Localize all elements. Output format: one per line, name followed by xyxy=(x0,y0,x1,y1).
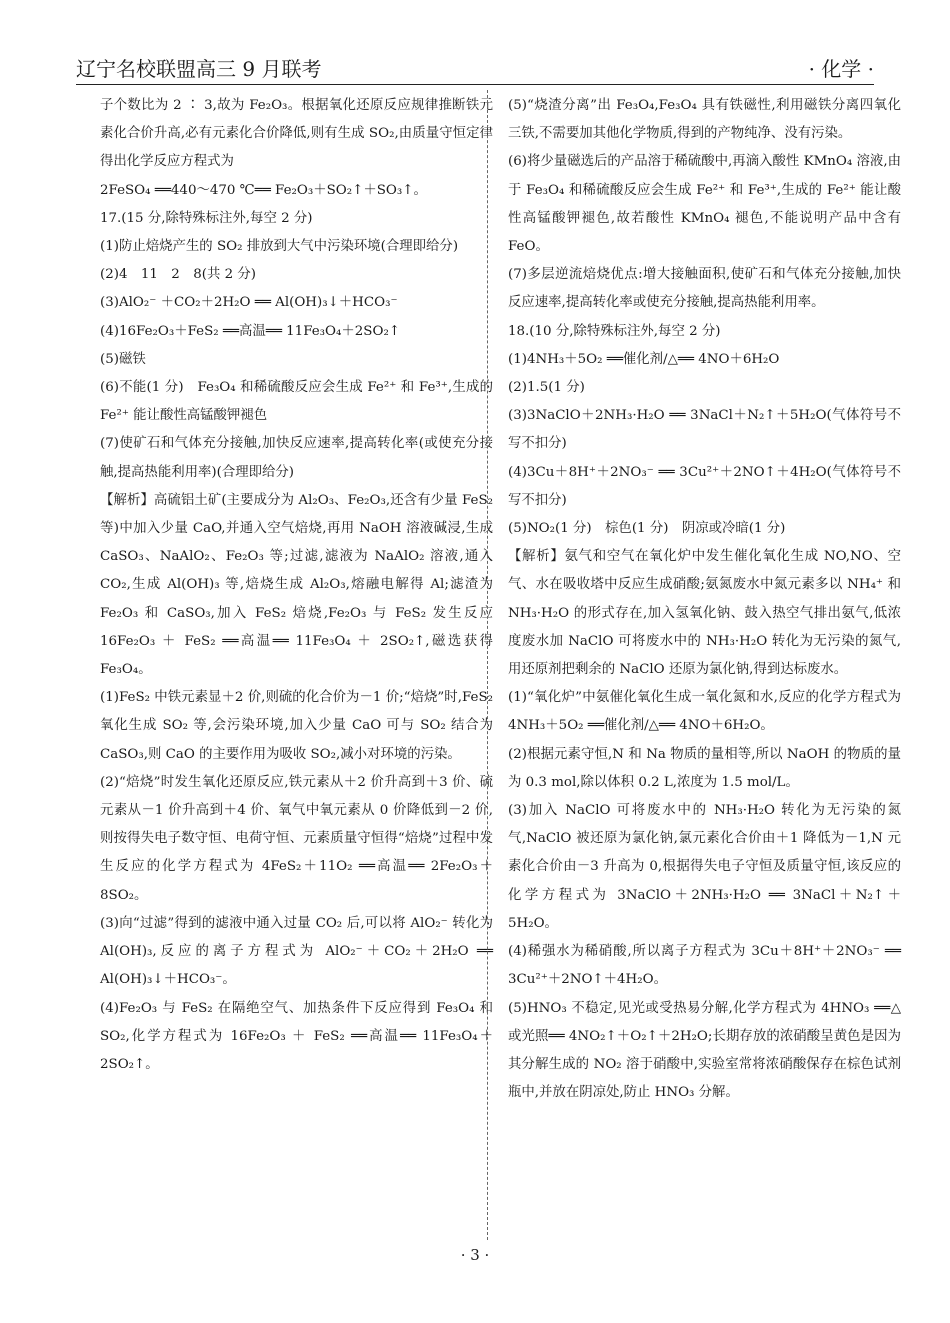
answer-item: (4)16Fe₂O₃＋FeS₂ ══高温══ 11Fe₃O₄＋2SO₂↑ xyxy=(100,323,401,339)
analysis-item: (6)将少量磁选后的产品溶于稀硫酸中,再滴入酸性 KMnO₄ 溶液,由于 Fe₃O₄ 和稀硫酸反应会生成 Fe²⁺ 和 Fe³⁺,生成的 Fe²⁺ 能让酸性高锰酸钾褪色,故若酸性 KMnO₄ 褪色,不能说明产品中含有 FeO。 xyxy=(508,154,901,255)
answer-item: (4)3Cu＋8H⁺＋2NO₃⁻ ══ 3Cu²⁺＋2NO↑＋4H₂O(气体符号不写不扣分) xyxy=(508,464,901,508)
analysis-item: (5)HNO₃ 不稳定,见光或受热易分解,化学方程式为 4HNO₃ ══△或光照══ 4NO₂↑＋O₂↑＋2H₂O;长期存放的浓硝酸呈黄色是因为其分解生成的 NO₂ 溶于硝酸中,实验室常将浓硝酸保存在棕色试剂瓶中,并放在阴凉处,防止 HNO₃ 分解。 xyxy=(508,1000,901,1101)
answer-item: (3)3NaClO＋2NH₃·H₂O ══ 3NaCl＋N₂↑＋5H₂O(气体符号不写不扣分) xyxy=(508,408,901,452)
header-subject: · 化学 · xyxy=(808,57,874,81)
answer-item: (2)4 11 2 8(共 2 分) xyxy=(100,267,256,283)
analysis-item: (4)Fe₂O₃ 与 FeS₂ 在隔绝空气、加热条件下反应得到 Fe₃O₄ 和 SO₂,化学方程式为 16Fe₂O₃ ＋ FeS₂ ══高温══ 11Fe₃O₄＋2SO₂↑。 xyxy=(100,1000,493,1072)
answer-item: (1)4NH₃＋5O₂ ══催化剂/△══ 4NO＋6H₂O xyxy=(508,351,780,367)
left-column xyxy=(100,92,493,1079)
column-divider xyxy=(487,90,488,1240)
analysis-paragraph: 【解析】高硫铝土矿(主要成分为 Al₂O₃、Fe₂O₃,还含有少量 FeS₂ 等)中加入少量 CaO,并通入空气焙烧,再用 NaOH 溶液碱浸,生成 CaSO₃、NaAlO₂、Fe₂O₃ 等;过滤,滤液为 NaAlO₂ 溶液,通入 CO₂,生成 Al(OH)₃ 等,焙烧生成 Al₂O₃,熔融电解得 Al;滤渣为 Fe₂O₃ 和 CaSO₃,加入 FeS₂ 焙烧,Fe₂O₃ 与 FeS₂ 发生反应 16Fe₂O₃ ＋ FeS₂ ══高温══ 11Fe₃O₄ ＋ 2SO₂↑,磁选获得 Fe₃O₄。 xyxy=(100,492,493,678)
analysis-item: (3)向“过滤”得到的滤液中通入过量 CO₂ 后,可以将 AlO₂⁻ 转化为 Al(OH)₃,反应的离子方程式为 AlO₂⁻＋CO₂＋2H₂O ══ Al(OH)₃↓＋HCO₃⁻。 xyxy=(100,915,493,988)
right-column xyxy=(508,92,901,1107)
analysis-item: (1)FeS₂ 中铁元素显＋2 价,则硫的化合价为－1 价;“焙烧”时,FeS₂ 氧化生成 SO₂ 等,会污染环境,加入少量 CaO 可与 SO₂ 结合为 CaSO₃,则 CaO 的主要作用为吸收 SO₂,减小对环境的污染。 xyxy=(100,690,493,762)
analysis-item: (4)稀强水为稀硝酸,所以离子方程式为 3Cu＋8H⁺＋2NO₃⁻ ══ 3Cu²⁺＋2NO↑＋4H₂O。 xyxy=(508,944,901,988)
header-rule xyxy=(76,84,874,85)
analysis-item: (7)多层逆流焙烧优点:增大接触面积,使矿石和气体充分接触,加快反应速率,提高转化率或使充分接触,提高热能利用率。 xyxy=(508,267,901,311)
question-heading: 18.(10 分,除特殊标注外,每空 2 分) xyxy=(508,323,721,339)
question-heading: 17.(15 分,除特殊标注外,每空 2 分) xyxy=(100,210,313,226)
analysis-item: (5)“烧渣分离”出 Fe₃O₄,Fe₃O₄ 具有铁磁性,利用磁铁分离四氧化三铁,不需要加其他化学物质,得到的产物纯净、没有污染。 xyxy=(508,98,901,142)
analysis-item: (2)“焙烧”时发生氧化还原反应,铁元素从＋2 价升高到＋3 价、硫元素从－1 价升高到＋4 价、氧气中氧元素从 0 价降低到－2 价,则按得失电子数守恒、电荷守恒、元素质量守恒得“焙烧”过程中发生反应的化学方程式为 4FeS₂＋11O₂ ══高温══ 2Fe₂O₃＋8SO₂。 xyxy=(100,774,493,903)
analysis-item: (1)“氧化炉”中氨催化氧化生成一氧化氮和水,反应的化学方程式为 4NH₃＋5O₂ ══催化剂/△══ 4NO＋6H₂O。 xyxy=(508,690,901,734)
answer-item: (1)防止焙烧产生的 SO₂ 排放到大气中污染环境(合理即给分) xyxy=(100,239,459,255)
paragraph: 子个数比为 2 ∶ 3,故为 Fe₂O₃。根据氧化还原反应规律推断铁元素化合价升高,必有元素化合价降低,则有生成 SO₂,由质量守恒定律得出化学反应方程式为 xyxy=(100,98,493,170)
answer-item: (6)不能(1 分) Fe₃O₄ 和稀硫酸反应会生成 Fe²⁺ 和 Fe³⁺,生成的 Fe²⁺ 能让酸性高锰酸钾褪色 xyxy=(100,380,493,424)
analysis-item: (3)加入 NaClO 可将废水中的 NH₃·H₂O 转化为无污染的氮气,NaClO 被还原为氯化钠,氯元素化合价由＋1 降低为－1,N 元素化合价由－3 升高为 0,根据得失电子守恒及质量守恒,该反应的化学方程式为 3NaClO＋2NH₃·H₂O ══ 3NaCl＋N₂↑＋5H₂O。 xyxy=(508,803,901,931)
header-title: 辽宁名校联盟高三 9 月联考 xyxy=(76,57,322,81)
page-number: · 3 · xyxy=(460,1246,490,1264)
answer-item: (3)AlO₂⁻ ＋CO₂＋2H₂O ══ Al(OH)₃↓＋HCO₃⁻ xyxy=(100,295,398,311)
answer-item: (5)NO₂(1 分) 棕色(1 分) 阴凉或冷暗(1 分) xyxy=(508,521,786,537)
page-header xyxy=(76,52,874,82)
analysis-paragraph: 【解析】氨气和空气在氧化炉中发生催化氧化生成 NO,NO、空气、水在吸收塔中反应生成硝酸;氨氮废水中氮元素多以 NH₄⁺ 和 NH₃·H₂O 的形式存在,加入氢氧化钠、鼓入热空气排出氨气,低浓度废水加 NaClO 可将废水中的 NH₃·H₂O 转化为无污染的氮气,用还原剂把剩余的 NaClO 还原为氯化钠,得到达标废水。 xyxy=(508,549,901,678)
answer-item: (5)磁铁 xyxy=(100,351,146,367)
equation-line: 2FeSO₄ ══440～470 ℃══ Fe₂O₃＋SO₂↑＋SO₃↑。 xyxy=(100,182,427,198)
answer-item: (2)1.5(1 分) xyxy=(508,380,585,396)
answer-item: (7)使矿石和气体充分接触,加快反应速率,提高转化率(或使充分接触,提高热能利用率)(合理即给分) xyxy=(100,436,493,480)
analysis-item: (2)根据元素守恒,N 和 Na 物质的量相等,所以 NaOH 的物质的量为 0.3 mol,除以体积 0.2 L,浓度为 1.5 mol/L。 xyxy=(508,746,901,790)
